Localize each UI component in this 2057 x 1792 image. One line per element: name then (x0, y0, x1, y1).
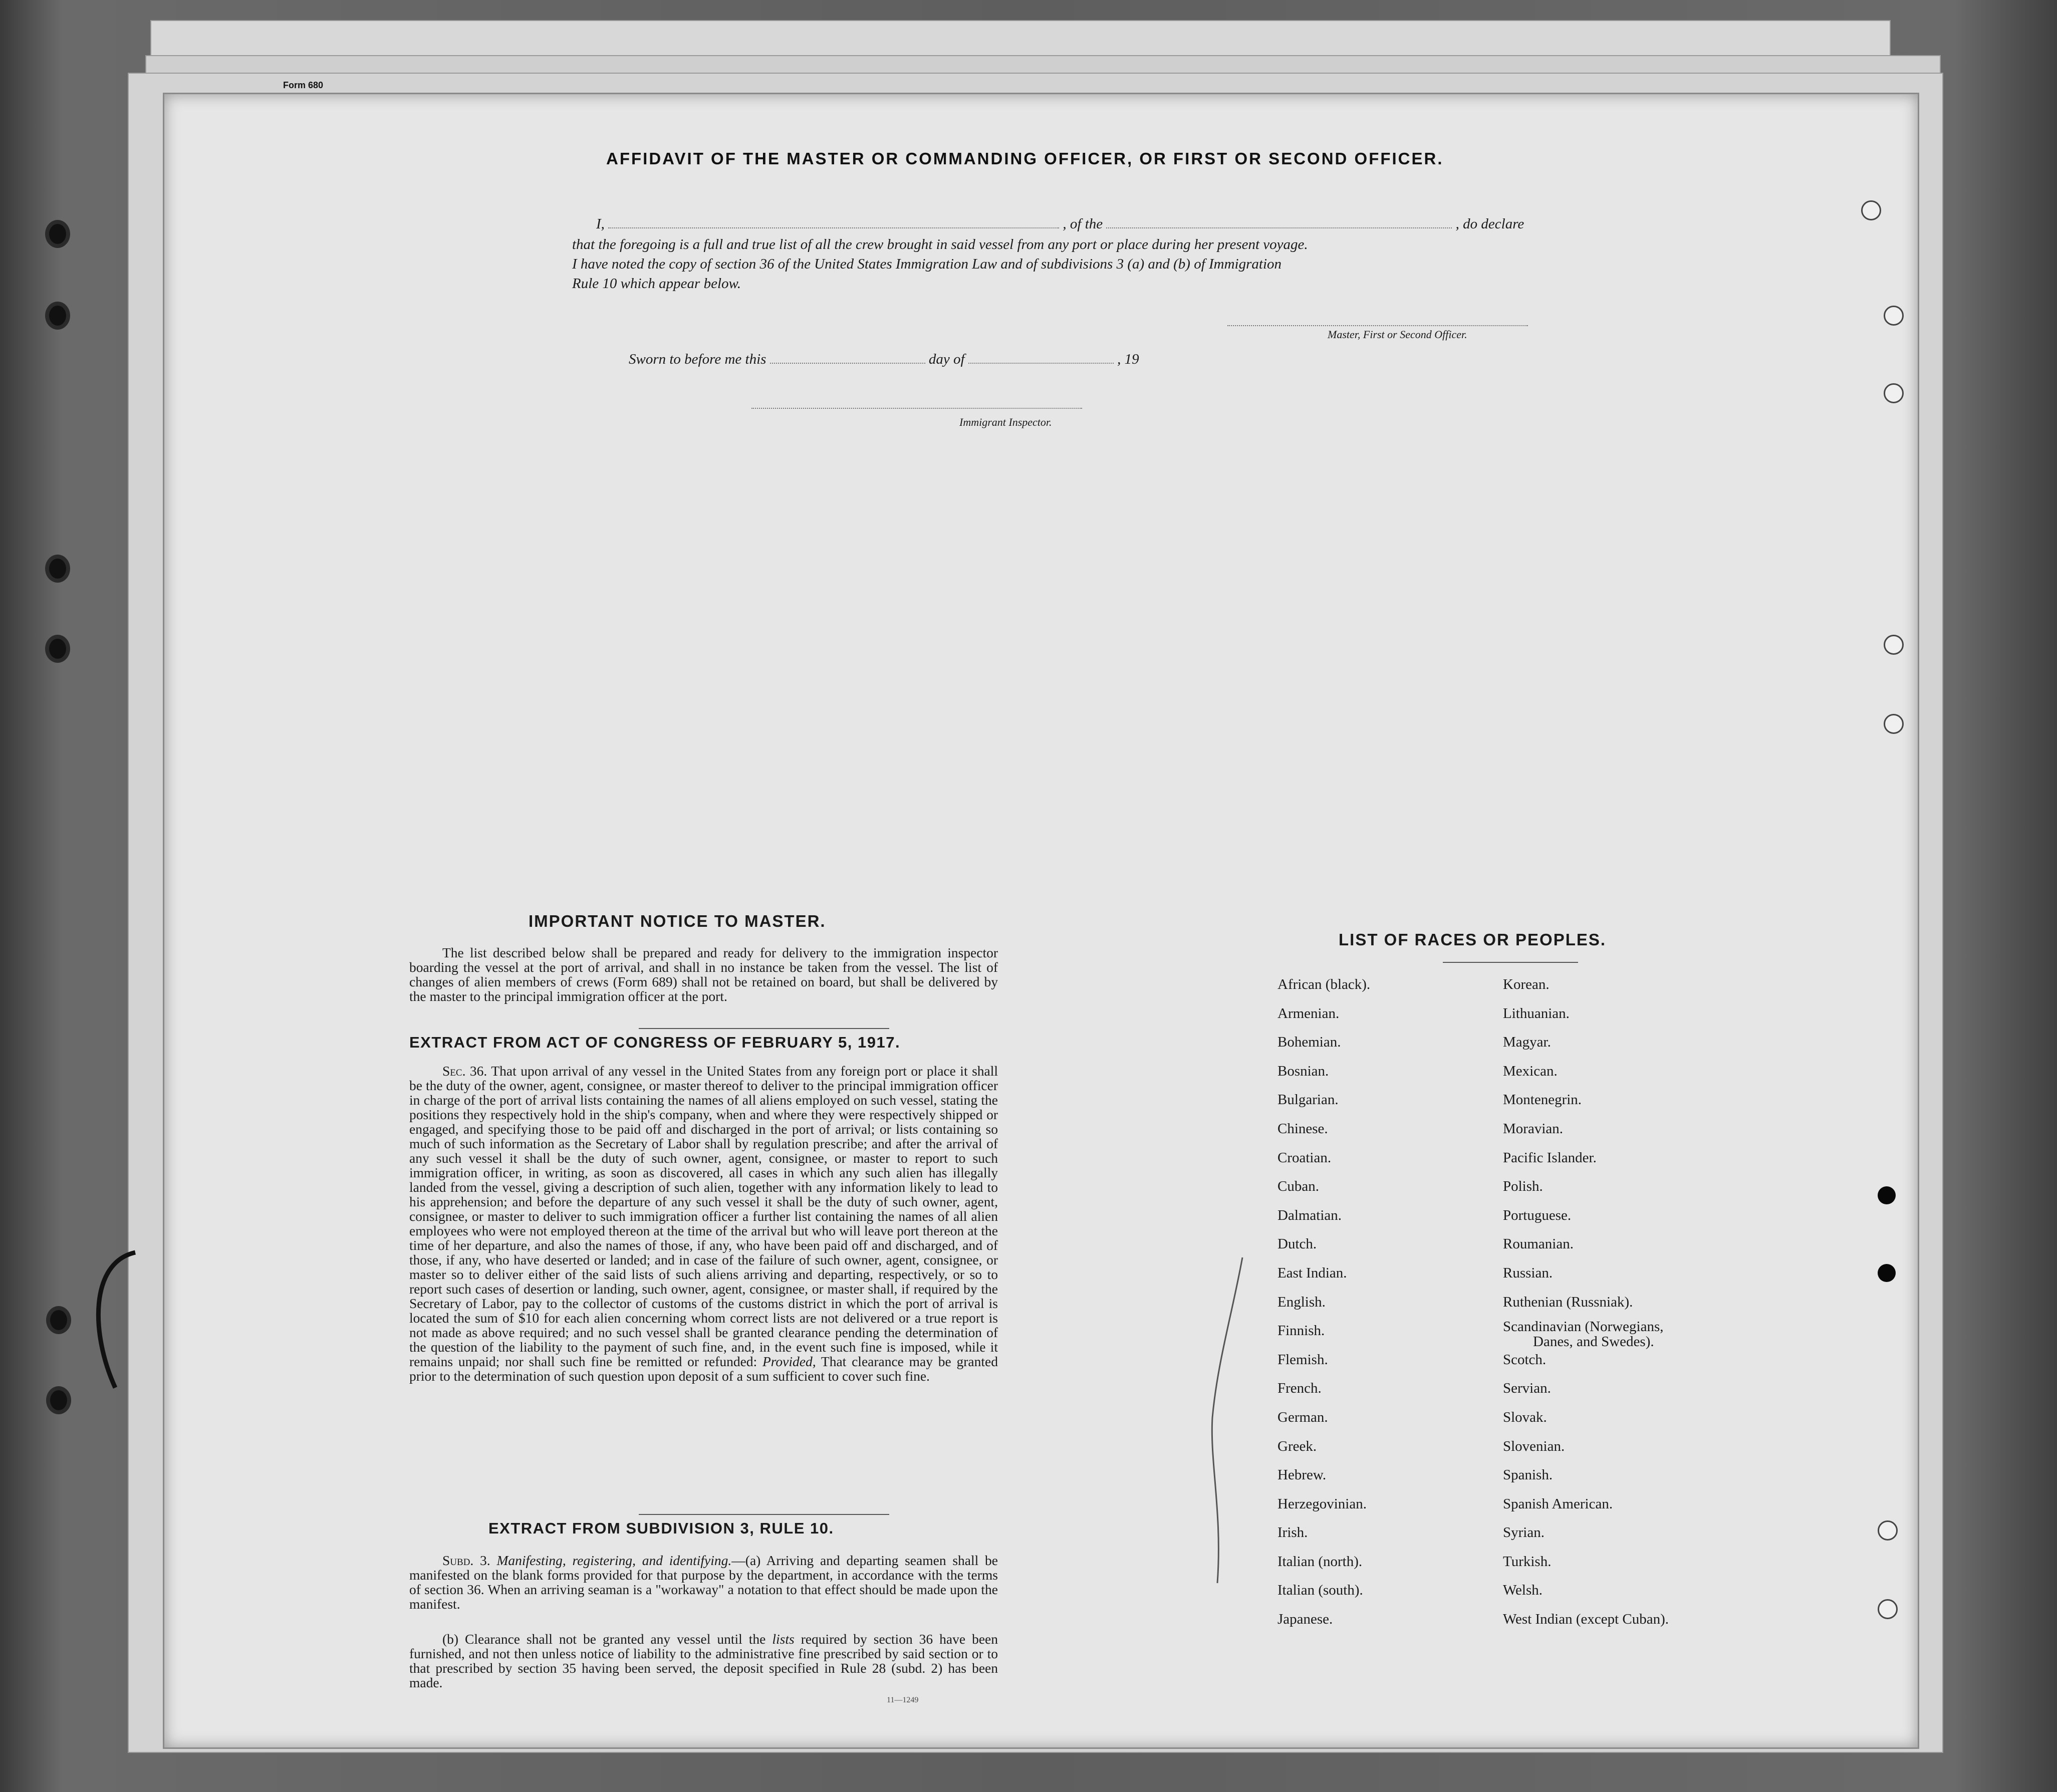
race-item: Ruthenian (Russniak). (1503, 1294, 1633, 1310)
subdivision-heading: Manifesting, registering, and identifying. (496, 1553, 732, 1568)
declarant-name-blank (608, 215, 1059, 228)
divider (639, 1514, 889, 1515)
race-item: Hebrew. (1277, 1467, 1327, 1483)
extract-rule-title: EXTRACT FROM SUBDIVISION 3, RULE 10. (488, 1519, 834, 1537)
subdivision-para-a: —(a) Arriving and departing seamen shall be manifested on the blank forms provided for that purpose by the department, in accordance with the terms of section 36. When an arriving seaman is a "workaway" a notation to that effect should be made upon the manifest. (409, 1553, 998, 1612)
section-36-text (409, 1064, 998, 1383)
extract-act-title: EXTRACT FROM ACT OF CONGRESS OF FEBRUARY 5, 1917. (409, 1034, 901, 1051)
race-item: Mexican. (1503, 1063, 1558, 1079)
race-item: Moravian. (1503, 1120, 1563, 1137)
race-item: Syrian. (1503, 1524, 1545, 1541)
race-item-line: Scandinavian (Norwegians, (1503, 1319, 1664, 1335)
binder-hole (50, 1310, 67, 1330)
race-item: Korean. (1503, 976, 1550, 992)
notice-text: The list described below shall be prepared and ready for delivery to the immigration inspector boarding the vessel at the port of arrival, and shall in no instance be taken from the vessel. The list of changes of alien members of crews (Form 689) shall not be retained on board, but shall be delivered by the master to the principal immigration officer at the port. (409, 945, 998, 1004)
race-item: Flemish. (1277, 1351, 1328, 1368)
races-left-column (1277, 970, 1370, 1634)
para-b-prefix: (b) Clearance shall not be granted any vessel until the (442, 1631, 766, 1647)
inspector-signature-label: Immigrant Inspector. (959, 416, 1052, 428)
punch-ring (1884, 635, 1904, 655)
binder-hole (49, 639, 66, 659)
punch-ring (1878, 1520, 1898, 1541)
para-b-rest: required by section 36 have been furnished, and not then unless notice of liability to the administrative fine prescribed by said section or to that prescribed by section 35 having been served, the deposit specified in Rule 28 (subd. 2) has been made. (409, 1631, 998, 1690)
races-title: LIST OF RACES OR PEOPLES. (1339, 930, 1607, 949)
race-item: Dalmatian. (1277, 1207, 1342, 1223)
race-item: Dutch. (1277, 1236, 1317, 1252)
binder-cord (85, 1242, 145, 1393)
para-b-lists: lists (772, 1631, 795, 1647)
race-item: Italian (north). (1277, 1553, 1363, 1570)
races-divider (1443, 962, 1578, 963)
race-item: Bosnian. (1277, 1063, 1329, 1079)
race-item: Lithuanian. (1503, 1005, 1570, 1021)
footer-print-code: 11—1249 (887, 1696, 919, 1704)
race-item: German. (1277, 1409, 1328, 1425)
race-item: Spanish. (1503, 1467, 1553, 1483)
race-item: Finnish. (1277, 1323, 1325, 1339)
divider (639, 1028, 889, 1029)
officer-signature-label: Master, First or Second Officer. (1328, 328, 1467, 341)
race-item: Cuban. (1277, 1178, 1319, 1195)
punch-ring (1884, 383, 1904, 403)
pen-scribble (1202, 1252, 1262, 1603)
race-item: African (black). (1277, 976, 1371, 992)
race-item: Servian. (1503, 1380, 1551, 1397)
race-item: Magyar. (1503, 1034, 1551, 1051)
subdivision-3-para-b (409, 1632, 998, 1690)
section-36-body: That upon arrival of any vessel in the United States from any foreign port or place it shall be the duty of the owner, agent, consignee, or master thereof to deliver to the principal immigration officer in charge of the port of arrival lists containing the names of all aliens employed on such vessel, stating the positions they respectively hold in the ship's company, when and where they were respectively shipped or engaged, and specifying those to be paid off and discharged in the port of arrival; or lists containing so much of such information as the Secretary of Labor shall by regulation prescribe; and after the arrival of any such vessel it shall be the duty of such owner, agent, consignee, or master to report to such immigration officer, in writing, as soon as discovered, all cases in which any such alien has illegally landed from the vessel, giving a description of such alien, together with any information likely to lead to his apprehension; and before the departure of any such vessel it shall be the duty of such owner, agent, consignee, or master to deliver to such immigration officer a further list containing the names of all alien employees who were not employed thereon at the time of the arrival but who will leave port thereon at the time of her departure, and also the names of those, if any, who have been paid off and discharged, and of those, if any, who have deserted or landed; and in case of the failure of such owner, agent, consignee, or master so to deliver either of the said lists of such aliens arriving and departing, respectively, or so to report such cases of desertion or landing, such owner, agent, consignee, or master shall, if required by the Secretary of Labor, pay to the collector of customs of the customs district in which the port of arrival is located the sum of $10 for each alien concerning whom correct lists are not delivered or a true report is not made as above required; and no such vessel shall be granted clearance pending the determination of the question of the liability to the payment of such fine, and, in the event such fine is imposed, while it remains unpaid; nor shall such fine be remitted or refunded: (409, 1063, 998, 1369)
race-item: Bulgarian. (1277, 1092, 1339, 1108)
race-item: Armenian. (1277, 1005, 1340, 1021)
sworn-month-blank (968, 351, 1114, 364)
race-item: Russian. (1503, 1264, 1553, 1281)
section-label: Sec. 36. (442, 1063, 487, 1079)
binder-hole (49, 559, 66, 579)
race-item: Slovenian. (1503, 1438, 1565, 1454)
race-item: Montenegrin. (1503, 1092, 1582, 1108)
race-item: Chinese. (1277, 1120, 1328, 1137)
affidavit-declaration-line (596, 215, 1524, 232)
punch-hole (1878, 1186, 1896, 1204)
race-item: Portuguese. (1503, 1207, 1572, 1223)
affidavit-line-4: Rule 10 which appear below. (572, 276, 741, 292)
binder-hole (50, 1390, 67, 1410)
races-right-column (1503, 970, 1669, 1634)
sworn-year-label: , 19 (1117, 351, 1139, 367)
race-item: English. (1277, 1294, 1326, 1310)
sworn-day-label: day of (928, 351, 965, 367)
affidavit-line-3: I have noted the copy of section 36 of the United States Immigration Law and of subdivisions 3 (a) and (b) of Immigration (572, 256, 1282, 272)
sworn-day-blank (770, 351, 925, 364)
race-item: Bohemian. (1277, 1034, 1341, 1051)
declarant-prefix: I, (596, 216, 605, 232)
form-number: Form 680 (283, 80, 324, 90)
race-item: Polish. (1503, 1178, 1543, 1195)
inspector-signature-blank (751, 396, 1082, 409)
punch-ring (1884, 714, 1904, 734)
punch-hole (1878, 1264, 1896, 1282)
race-item: Slovak. (1503, 1409, 1547, 1425)
punch-ring (1878, 1599, 1898, 1619)
sworn-line (629, 351, 1139, 368)
race-item: Greek. (1277, 1438, 1317, 1454)
race-item: Spanish American. (1503, 1495, 1613, 1512)
binder-hole (49, 224, 66, 244)
race-item: Croatian. (1277, 1149, 1332, 1166)
declare-suffix: , do declare (1455, 216, 1524, 232)
subdivision-3-text (409, 1553, 998, 1611)
race-item: Japanese. (1277, 1611, 1333, 1628)
officer-signature-blank (1227, 313, 1528, 326)
race-item: Welsh. (1503, 1582, 1543, 1599)
race-item: Herzegovinian. (1277, 1495, 1367, 1512)
notice-title: IMPORTANT NOTICE TO MASTER. (529, 912, 826, 930)
race-item: Roumanian. (1503, 1236, 1574, 1252)
provided-term: Provided, (762, 1354, 816, 1369)
race-item: West Indian (except Cuban). (1503, 1611, 1669, 1628)
race-item: Italian (south). (1277, 1582, 1363, 1599)
subdivision-label: Subd. 3. (442, 1553, 490, 1568)
punch-ring (1884, 306, 1904, 326)
affidavit-line-2: that the foregoing is a full and true list of all the crew brought in said vessel from any port or place during her present voyage. (572, 236, 1308, 252)
vessel-prefix: , of the (1063, 216, 1103, 232)
sworn-prefix: Sworn to before me this (629, 351, 766, 367)
race-item: East Indian. (1277, 1264, 1347, 1281)
section-36-ending: That clearance may be granted prior to the determination of such question upon deposit of a sum sufficient to cover such fine. (409, 1354, 998, 1384)
affidavit-title: AFFIDAVIT OF THE MASTER OR COMMANDING OFFICER, OR FIRST OR SECOND OFFICER. (606, 149, 1444, 168)
race-item: Turkish. (1503, 1553, 1552, 1570)
punch-ring (1861, 200, 1881, 220)
race-item: Pacific Islander. (1503, 1149, 1597, 1166)
race-item-line: Danes, and Swedes). (1533, 1334, 1654, 1350)
binder-hole (49, 306, 66, 326)
race-item: Scotch. (1503, 1351, 1547, 1368)
notice-body (409, 945, 998, 1003)
vessel-name-blank (1106, 215, 1452, 228)
race-item: French. (1277, 1380, 1322, 1397)
race-item (1503, 1317, 1669, 1350)
race-item: Irish. (1277, 1524, 1308, 1541)
